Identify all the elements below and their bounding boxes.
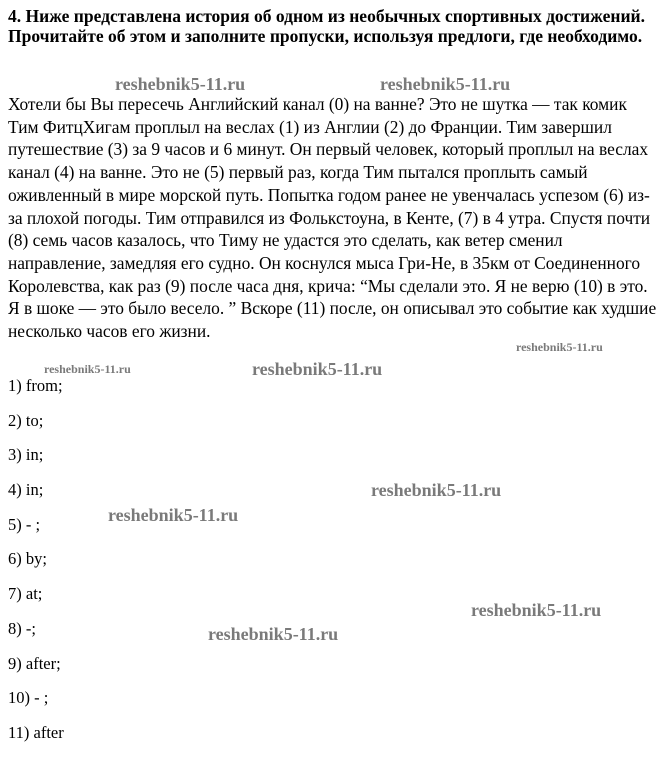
task-title xyxy=(8,6,658,46)
answer-item: 1) from; xyxy=(8,376,63,395)
watermark: reshebnik5-11.ru xyxy=(108,505,239,525)
watermark: reshebnik5-11.ru xyxy=(44,362,131,376)
story-text: Хотели бы Вы пересечь Английский канал (0) на ванне? Это не шутка — так комик Тим ФитцХигам проплыл на веслах (1) из Англии (2) до Франции. Тим завершил путешествие (3) за 9 часов и 6 минут. Он первый человек, который проплыл на веслах канал (4) на ванне. Это не (5) первый раз, когда Тим пытался проплыть самый оживленный в мире морской путь. Попытка годом ранее не увенчалась успезом (6) из-за плохой погоды. Тим отправился из Фолькстоуна, в Кенте, (7) в 4 утра. Спустя почти (8) семь часов казалось, что Тиму не удастся это сделать, как ветер сменил направление, замедляя его судно. Он коснулся мыса Гри-Не, в 35км от Соединенного Королевства, как раз (9) после часа дня, крича: “Мы сделали это. Я не верю (10) в это. Я в шоке — это было весело. ” Вскоре (11) после, он описывал это событие как худшие несколько часов его жизни. xyxy=(8,94,657,342)
watermark: reshebnik5-11.ru xyxy=(252,359,383,379)
task-instruction: Прочитайте об этом и заполните пропуски, используя предлоги, где необходимо. xyxy=(8,26,643,46)
watermark: reshebnik5-11.ru xyxy=(115,74,246,94)
answer-list xyxy=(8,376,64,758)
answer-item: 10) - ; xyxy=(8,688,49,708)
answer-item: 5) - ; xyxy=(8,514,41,534)
watermark: reshebnik5-11.ru xyxy=(208,624,339,644)
watermark: reshebnik5-11.ru xyxy=(471,600,602,620)
answer-item: 2) to; xyxy=(8,410,44,430)
answer-item: 6) by; xyxy=(8,549,47,569)
watermark: reshebnik5-11.ru xyxy=(380,74,511,94)
answer-item: 9) after; xyxy=(8,653,61,673)
answer-item: 3) in; xyxy=(8,445,44,465)
answer-item: 4) in; xyxy=(8,480,44,500)
answer-item: 11) after xyxy=(8,722,64,742)
watermark: reshebnik5-11.ru xyxy=(516,340,603,354)
answer-item: 8) -; xyxy=(8,618,36,638)
task-title-line: 4. Ниже представлена история об одном из необычных спортивных достижений. xyxy=(8,6,645,26)
watermark: reshebnik5-11.ru xyxy=(371,480,502,500)
answer-item: 7) at; xyxy=(8,584,43,604)
